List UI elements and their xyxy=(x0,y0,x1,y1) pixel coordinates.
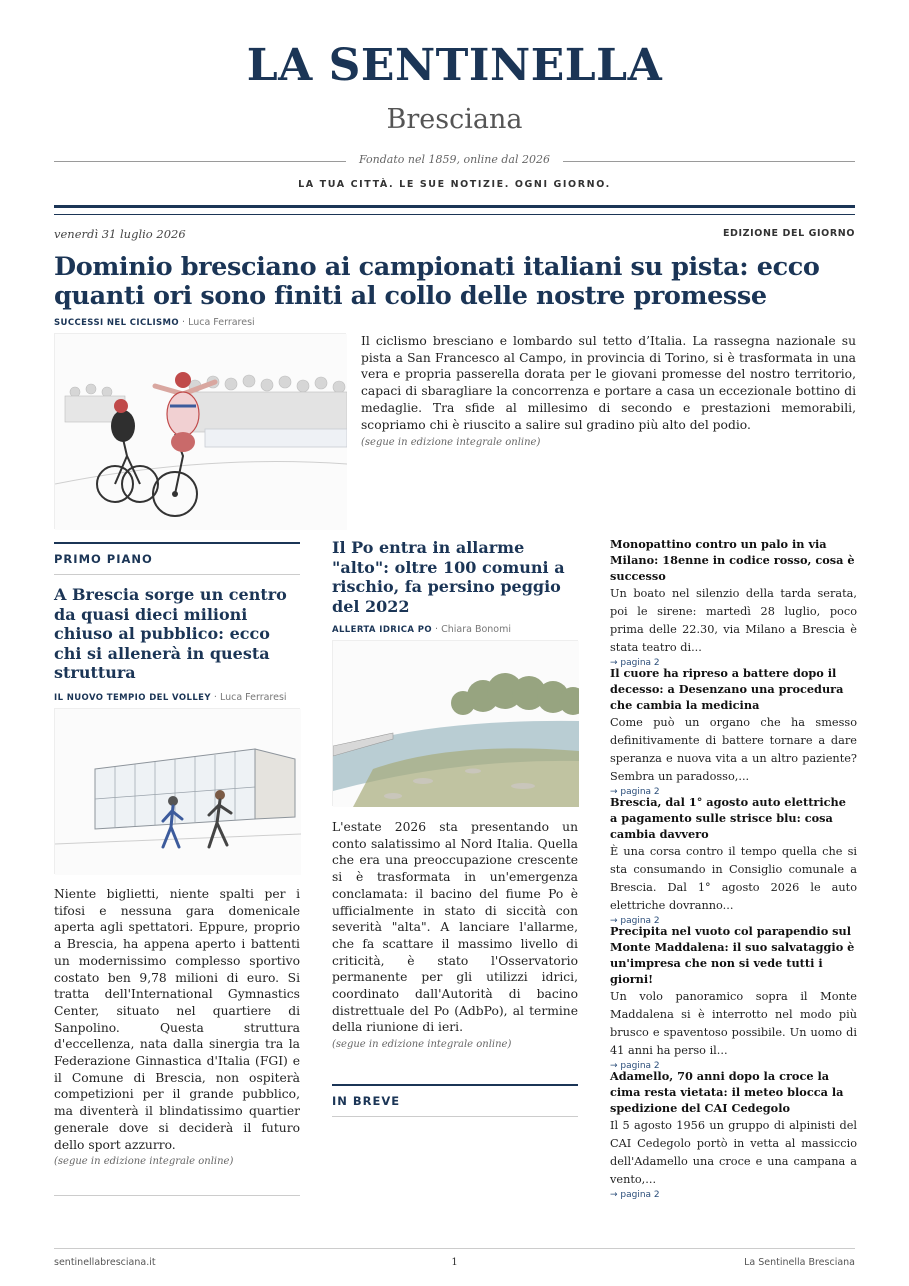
cyclists-illustration xyxy=(55,334,347,530)
lead-image-cyclists xyxy=(54,333,346,529)
brief-page-link[interactable]: → pagina 2 xyxy=(610,658,660,669)
lead-meta: SUCCESSI NEL CICLISMO · Luca Ferraresi xyxy=(54,317,255,328)
founded-note: Fondato nel 1859, online dal 2026 xyxy=(359,153,550,166)
primo-piano-body xyxy=(54,886,300,1171)
po-headline[interactable]: Il Po entra in allarme "alto": oltre 100 comuni a rischio, fa persino peggio del 2022 xyxy=(332,538,565,616)
primo-piano-rule-top xyxy=(54,542,300,544)
masthead-subtitle: Bresciana xyxy=(386,104,523,135)
primo-piano-meta: IL NUOVO TEMPIO DEL VOLLEY · Luca Ferraresi xyxy=(54,692,287,703)
primo-piano-headline[interactable]: A Brescia sorge un centro da quasi dieci milioni chiuso al pubblico: ecco chi si allenerà in questa struttura xyxy=(54,585,287,683)
river-illustration xyxy=(333,641,579,807)
po-body-text: L'estate 2026 sta presentando un conto salatissimo al Nord Italia. Quella che era una preoccupazione crescente si è trasformata in un'emergenza conclamata: il bacino del fiume Po è ufficialmente in stato di siccità con severità "alta". A lanciare l'allarme, che fa scattare il massimo livello di criticità, è stato l'Osservatorio permanente per gli utilizzi idrici, coordinato dall'Autorità di bacino distrettuale del Po (AdbPo), al termine della riunione di ieri. xyxy=(332,820,578,1035)
section-primo-piano: PRIMO PIANO xyxy=(54,552,153,566)
lead-body xyxy=(361,333,856,452)
po-author: Chiara Bonomi xyxy=(441,624,511,635)
section-in-breve: IN BREVE xyxy=(332,1094,401,1108)
po-body xyxy=(332,819,578,1054)
brief-item xyxy=(610,666,857,797)
in-breve-rule-top xyxy=(332,1084,578,1086)
brief-title[interactable]: Monopattino contro un palo in via Milano: 18enne in codice rosso, cosa è successo xyxy=(610,537,855,583)
brief-page-link[interactable]: → pagina 2 xyxy=(610,1190,660,1201)
gym-illustration xyxy=(55,709,301,875)
po-meta: ALLERTA IDRICA PO · Chiara Bonomi xyxy=(332,624,511,635)
masthead-title: LA SENTINELLA xyxy=(246,40,663,91)
masthead-rule-thin xyxy=(54,214,855,215)
lead-headline[interactable]: Dominio bresciano ai campionati italiani su pista: ecco quanti ori sono finiti al collo delle nostre promesse xyxy=(54,252,820,311)
primo-piano-kicker: IL NUOVO TEMPIO DEL VOLLEY xyxy=(54,693,211,703)
primo-piano-rule-bottom xyxy=(54,574,300,575)
lead-body-text: Il ciclismo bresciano e lombardo sul tetto d’Italia. La rassegna nazionale su pista a San Francesco al Campo, in provincia di Torino, si è trasformata in una vera e propria passerella dorata per le giovani promesse del nostro territorio, capaci di sbaragliare la concorrenza e portare a casa un eccezionale bottino di medaglie. Tra sfide al millesimo di secondo e prestazioni memorabili, scopriamo chi è riuscito a salire sul gradino più alto del podio. xyxy=(361,334,856,432)
po-river-image xyxy=(332,640,578,806)
brief-item xyxy=(610,795,857,926)
gym-center-image xyxy=(54,708,300,874)
primo-piano-more-link[interactable]: (segue in edizione integrale online) xyxy=(54,1156,234,1168)
brief-body: Come può un organo che ha smesso definitivamente di battere tornare a dare speranza e nuova vita a un altro paziente? Sembra un paradosso,... xyxy=(610,715,857,783)
brief-page-link[interactable]: → pagina 2 xyxy=(610,787,660,798)
brief-page-link[interactable]: → pagina 2 xyxy=(610,916,660,927)
brief-title[interactable]: Brescia, dal 1° agosto auto elettriche a pagamento sulle strisce blu: cosa cambia davvero xyxy=(610,795,846,841)
brief-body: È una corsa contro il tempo quella che si sta consumando in Consiglio comunale a Brescia. Dal 1° agosto 2026 le auto elettriche dovranno... xyxy=(610,844,857,912)
footer-page-number: 1 xyxy=(451,1257,458,1268)
primo-piano-author: Luca Ferraresi xyxy=(219,692,287,703)
footer-rule xyxy=(54,1248,855,1249)
lead-kicker: SUCCESSI NEL CICLISMO xyxy=(54,318,180,328)
brief-title[interactable]: Il cuore ha ripreso a battere dopo il decesso: a Desenzano una procedura che cambia la medicina xyxy=(610,666,844,712)
brief-page-link[interactable]: → pagina 2 xyxy=(610,1061,660,1071)
primo-piano-end-rule xyxy=(54,1195,300,1196)
tagline: LA TUA CITTÀ. LE SUE NOTIZIE. OGNI GIORNO. xyxy=(298,179,611,190)
brief-item xyxy=(610,537,857,668)
footer-site[interactable]: sentinellabresciana.it xyxy=(54,1257,156,1268)
in-breve-rule-bottom xyxy=(332,1116,578,1117)
brief-title[interactable]: Precipita nel vuoto col parapendio sul Monte Maddalena: il suo salvataggio è un'impresa che non si vede tutti i giorni! xyxy=(610,924,855,986)
po-kicker: ALLERTA IDRICA PO xyxy=(332,625,433,635)
lead-more-link[interactable]: (segue in edizione integrale online) xyxy=(361,437,541,449)
lead-author: Luca Ferraresi xyxy=(188,317,255,328)
brief-item xyxy=(610,924,857,1071)
footer-publication: La Sentinella Bresciana xyxy=(744,1257,855,1268)
brief-body: Un boato nel silenzio della tarda serata, poi le sirene: martedì 28 luglio, poco prima delle 22.30, via Milano a Brescia è stata teatro di... xyxy=(610,586,857,654)
brief-item xyxy=(610,1069,857,1200)
dateline: venerdì 31 luglio 2026 xyxy=(54,227,186,241)
edition-label: EDIZIONE DEL GIORNO xyxy=(722,228,855,239)
primo-piano-body-text: Niente biglietti, niente spalti per i tifosi e nessuna gara domenicale aperta agli spettatori. Eppure, proprio a Brescia, ha appena aperto i battenti un modernissimo complesso sportivo costato ben 9,78 milioni di euro. Si tratta dell'International Gymnastics Center, situato nel quartiere di Sanpolino. Questa struttura d'eccellenza, nata dalla sinergia tra la Federazione Ginnastica d'Italia (FGI) e il Comune di Brescia, non ospiterà competizioni per il grande pubblico, ma diventerà il blindatissimo quartier generale dove si deciderà il futuro dello sport azzurro. xyxy=(54,887,300,1152)
brief-body: Un volo panoramico sopra il Monte Maddalena si è interrotto nel modo più brusco e spaventoso possibile. Un uomo di 41 anni ha perso il... xyxy=(610,989,857,1057)
brief-title[interactable]: Adamello, 70 anni dopo la croce la cima resta vietata: il meteo blocca la spedizione del CAI Cedegolo xyxy=(610,1069,844,1115)
po-more-link[interactable]: (segue in edizione integrale online) xyxy=(332,1039,512,1051)
brief-body: Il 5 agosto 1956 un gruppo di alpinisti del CAI Cedegolo portò in vetta al massiccio dell'Adamello una croce e una campana a vento,... xyxy=(610,1118,857,1186)
masthead-rule-thick xyxy=(54,205,855,208)
